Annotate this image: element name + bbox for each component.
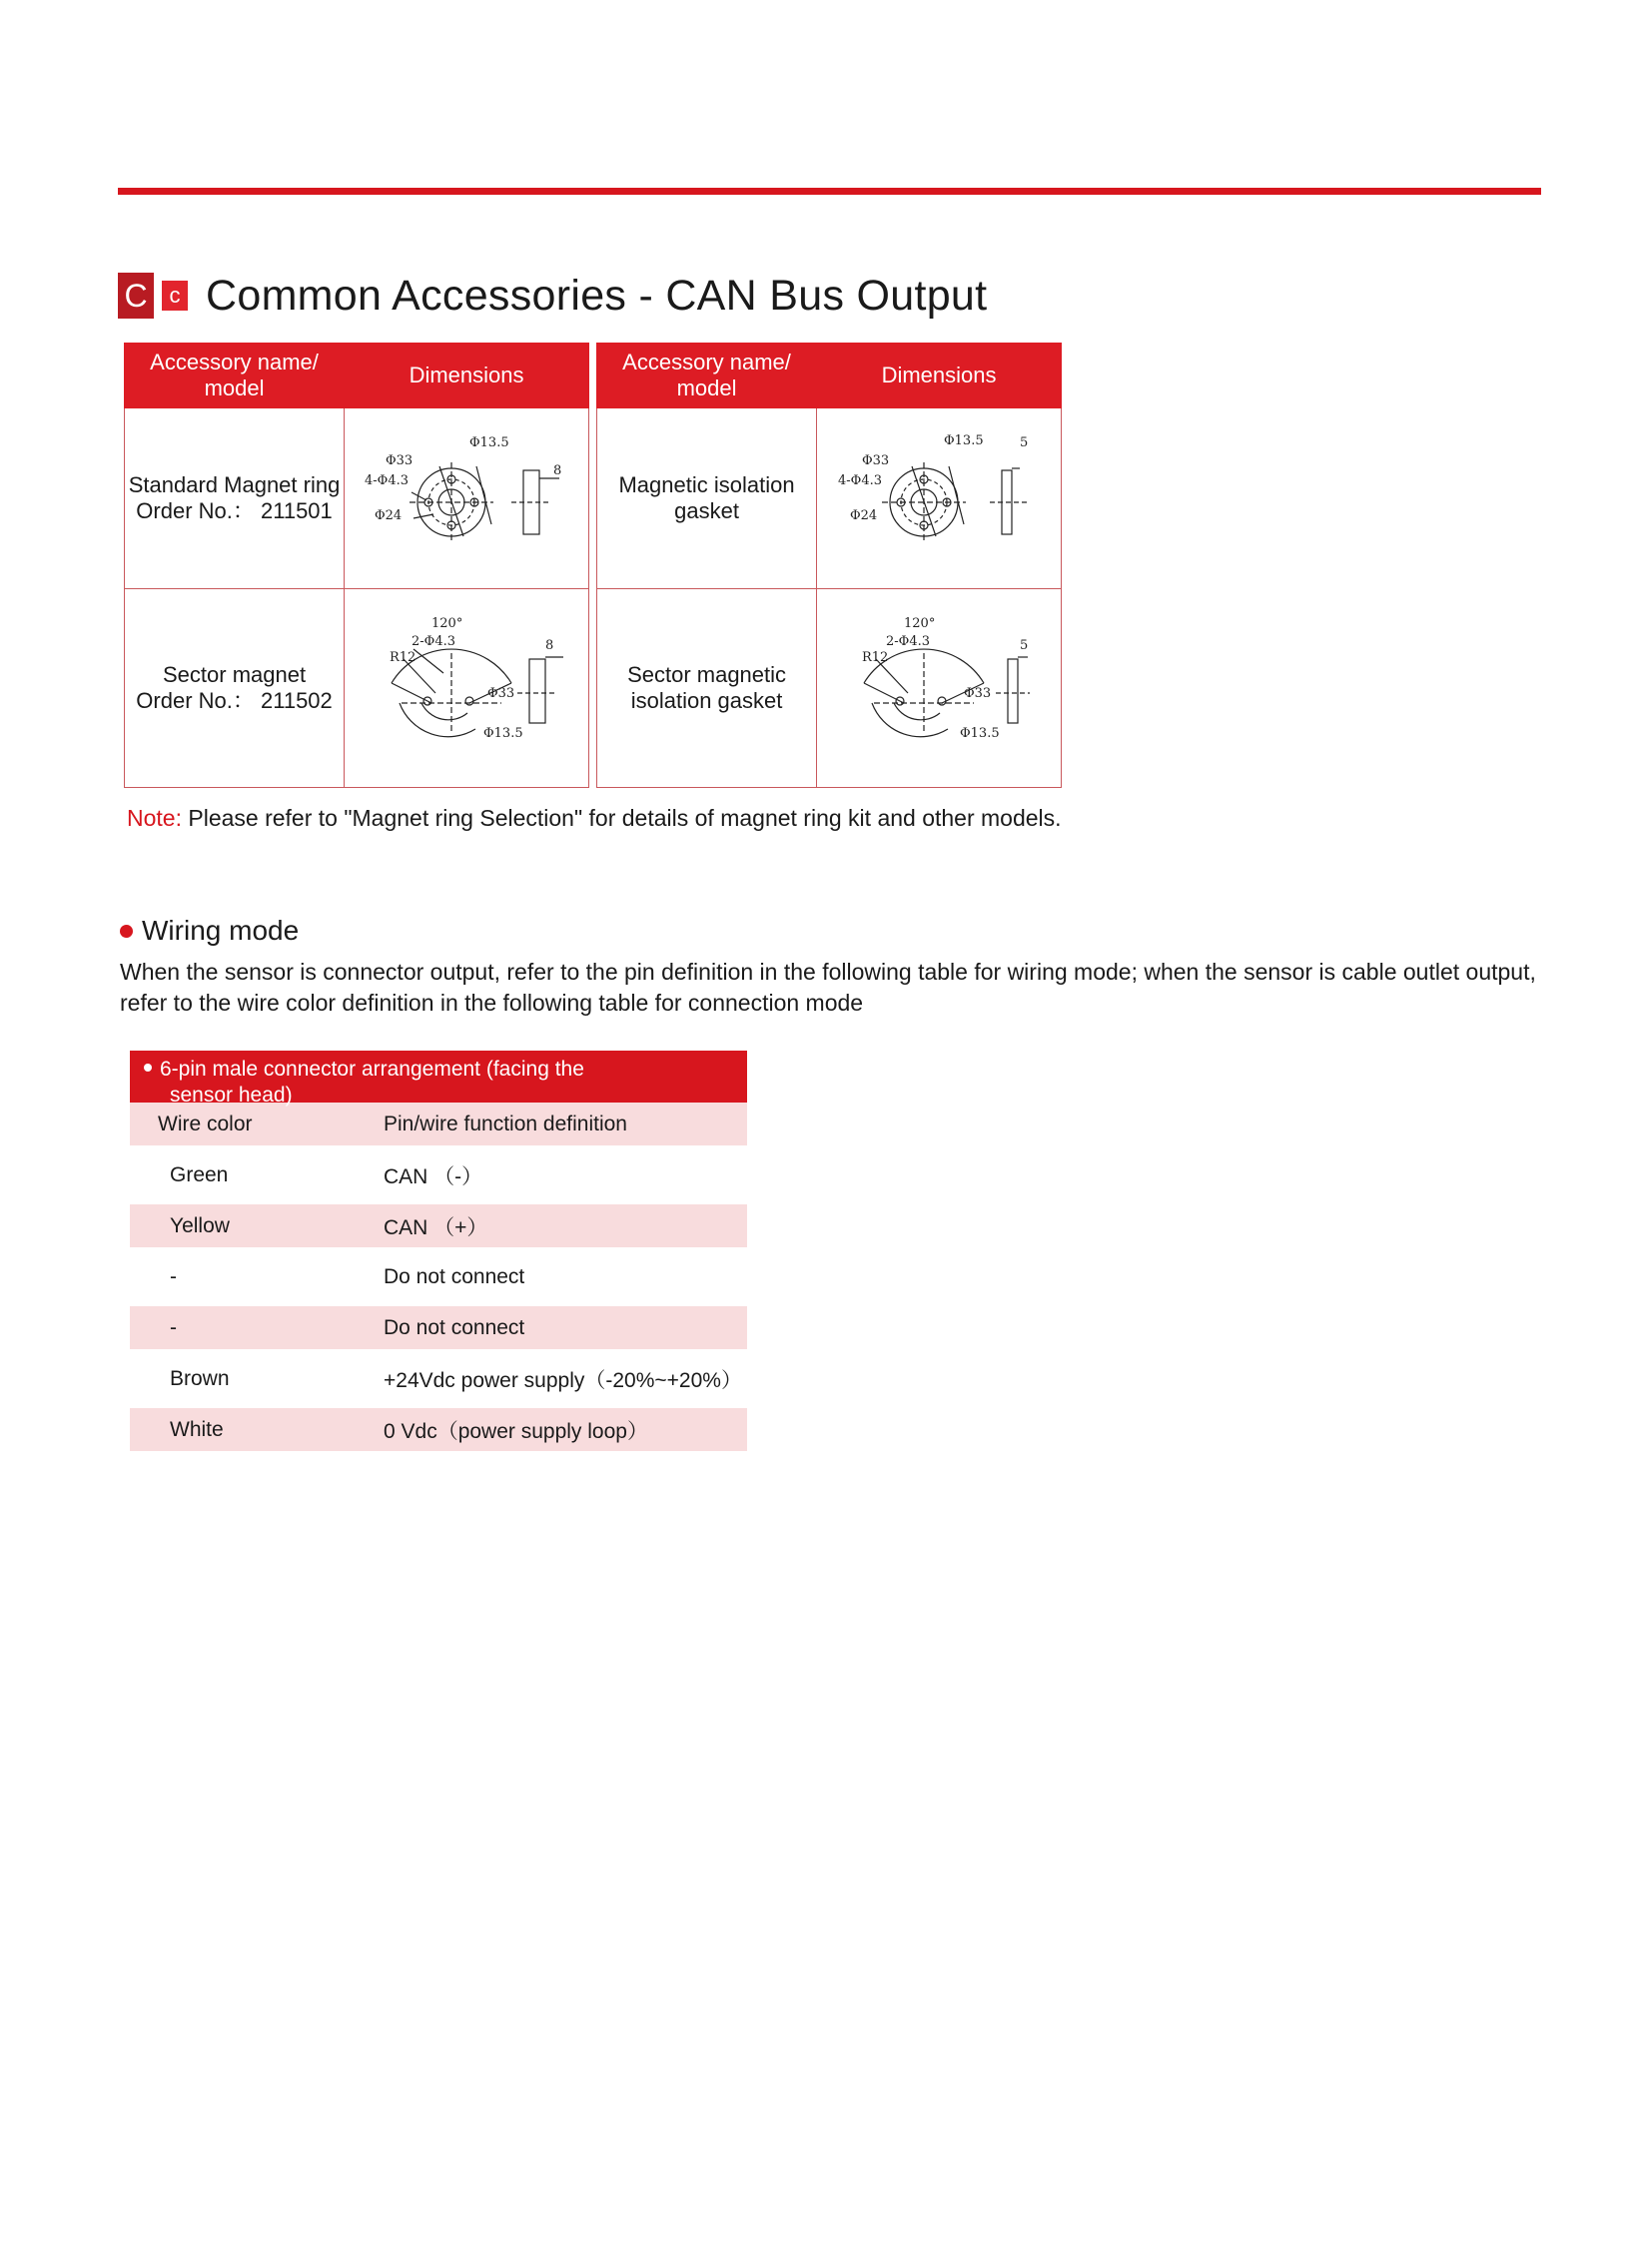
dim-thickness: 8 (553, 463, 562, 478)
dim-inner: Φ13.5 (944, 433, 984, 448)
header-name-line1: Accessory name/ (622, 350, 791, 374)
dim-radius: R12 (390, 650, 416, 665)
ring-drawing-icon (352, 418, 581, 578)
table-row (597, 589, 1062, 788)
dimension-drawing-cell (817, 408, 1062, 589)
table-row (130, 1204, 747, 1247)
dim-outer: Φ33 (386, 453, 413, 468)
note-body: Please refer to "Magnet ring Selection" for details of magnet ring kit and other models. (181, 805, 1062, 831)
table-row (130, 1255, 747, 1298)
accessory-name: Standard Magnet ring (128, 472, 341, 497)
wire-color: - (170, 1315, 177, 1339)
logo-small-letter: c (162, 281, 188, 311)
note-text (127, 805, 1062, 832)
header-dimensions: Dimensions (345, 344, 589, 408)
wire-color: - (170, 1264, 177, 1288)
dim-pitch: Φ24 (375, 508, 403, 523)
pin-table-title (130, 1051, 747, 1107)
table-row (130, 1153, 747, 1196)
wiring-title: Wiring mode (142, 915, 300, 946)
accessory-name-line2: isolation gasket (630, 688, 783, 713)
sector-drawing-icon (352, 603, 581, 773)
pin-function: CAN （+） (384, 1215, 488, 1239)
dim-outer: Φ33 (862, 453, 890, 468)
accessories-table-right (596, 343, 1062, 788)
header-name-line1: Accessory name/ (150, 350, 319, 374)
wire-color: Green (170, 1162, 229, 1186)
table-row (130, 1357, 747, 1400)
header-name-line2: model (676, 375, 737, 400)
wiring-heading (120, 915, 299, 947)
page-title: Common Accessories - CAN Bus Output (206, 271, 988, 320)
bullet-icon (120, 925, 133, 938)
logo-big-letter: C (118, 273, 154, 319)
header-name-line2: model (204, 375, 265, 400)
dim-holes: 2-Φ4.3 (886, 634, 931, 649)
accessory-name-cell (597, 589, 817, 788)
pin-function: 0 Vdc（power supply loop） (384, 1419, 648, 1443)
accessory-order-no: Order No.： 211502 (136, 688, 333, 713)
dim-outer: Φ33 (964, 686, 992, 701)
dimension-drawing-cell (345, 589, 589, 788)
dim-inner: Φ13.5 (469, 435, 509, 450)
gasket-drawing-icon (824, 418, 1054, 578)
section-title-row (118, 268, 987, 324)
table-row (130, 1408, 747, 1451)
dim-thickness: 8 (545, 638, 554, 653)
pin-title-line1: 6-pin male connector arrangement (facing the (160, 1058, 584, 1081)
accessory-name-cell (125, 589, 345, 788)
accessory-name-cell (125, 408, 345, 589)
dim-thickness: 5 (1020, 435, 1029, 450)
dim-holes: 2-Φ4.3 (412, 634, 456, 649)
col-wire-color: Wire color (158, 1112, 253, 1135)
dim-thickness: 5 (1020, 638, 1029, 653)
table-row (130, 1306, 747, 1349)
pin-function: +24Vdc power supply（-20%~+20%） (384, 1368, 742, 1392)
dim-angle: 120° (431, 616, 463, 631)
pin-table-header-row (130, 1103, 747, 1145)
wiring-description: When the sensor is connector output, refer to the pin definition in the following table for wiring mode; when the sensor is cable outlet output, refer to the wire color definition in the following table for connection mode (120, 959, 1536, 1016)
dim-outer: Φ33 (487, 686, 515, 701)
wire-color: Yellow (170, 1213, 230, 1237)
dim-radius: R12 (862, 650, 889, 665)
table-row (597, 408, 1062, 589)
bullet-icon (144, 1064, 152, 1072)
header-accessory-name (125, 344, 345, 408)
dim-inner: Φ13.5 (960, 726, 1000, 741)
dim-inner: Φ13.5 (483, 726, 523, 741)
accessory-name: Magnetic isolation (618, 472, 795, 497)
header-dimensions: Dimensions (817, 344, 1062, 408)
accessories-table-left (124, 343, 589, 788)
header-accessory-name (597, 344, 817, 408)
dim-holes: 4-Φ4.3 (365, 473, 410, 488)
accessory-order-no: Order No.： 211501 (136, 498, 333, 523)
note-label: Note: (127, 805, 182, 831)
sector-gasket-drawing-icon (824, 603, 1054, 773)
wire-color: Brown (170, 1366, 230, 1390)
table-row (125, 589, 589, 788)
col-function: Pin/wire function definition (384, 1112, 627, 1135)
pin-title-line2: sensor head) (170, 1084, 293, 1107)
pin-definition-table (130, 1051, 747, 1459)
pin-function: CAN （-） (384, 1164, 483, 1188)
pin-function: Do not connect (384, 1315, 525, 1339)
dim-pitch: Φ24 (850, 508, 878, 523)
accessory-name: Sector magnetic (627, 662, 787, 687)
wire-color: White (170, 1417, 224, 1441)
cc-logo-icon (118, 273, 188, 319)
dim-angle: 120° (904, 616, 936, 631)
dimension-drawing-cell (345, 408, 589, 589)
table-row (125, 408, 589, 589)
accessory-name: Sector magnet (163, 662, 307, 687)
dim-holes: 4-Φ4.3 (838, 473, 883, 488)
accessory-name-cell (597, 408, 817, 589)
top-red-rule (118, 188, 1541, 195)
pin-function: Do not connect (384, 1264, 525, 1288)
dimension-drawing-cell (817, 589, 1062, 788)
accessory-name-line2: gasket (674, 498, 739, 523)
